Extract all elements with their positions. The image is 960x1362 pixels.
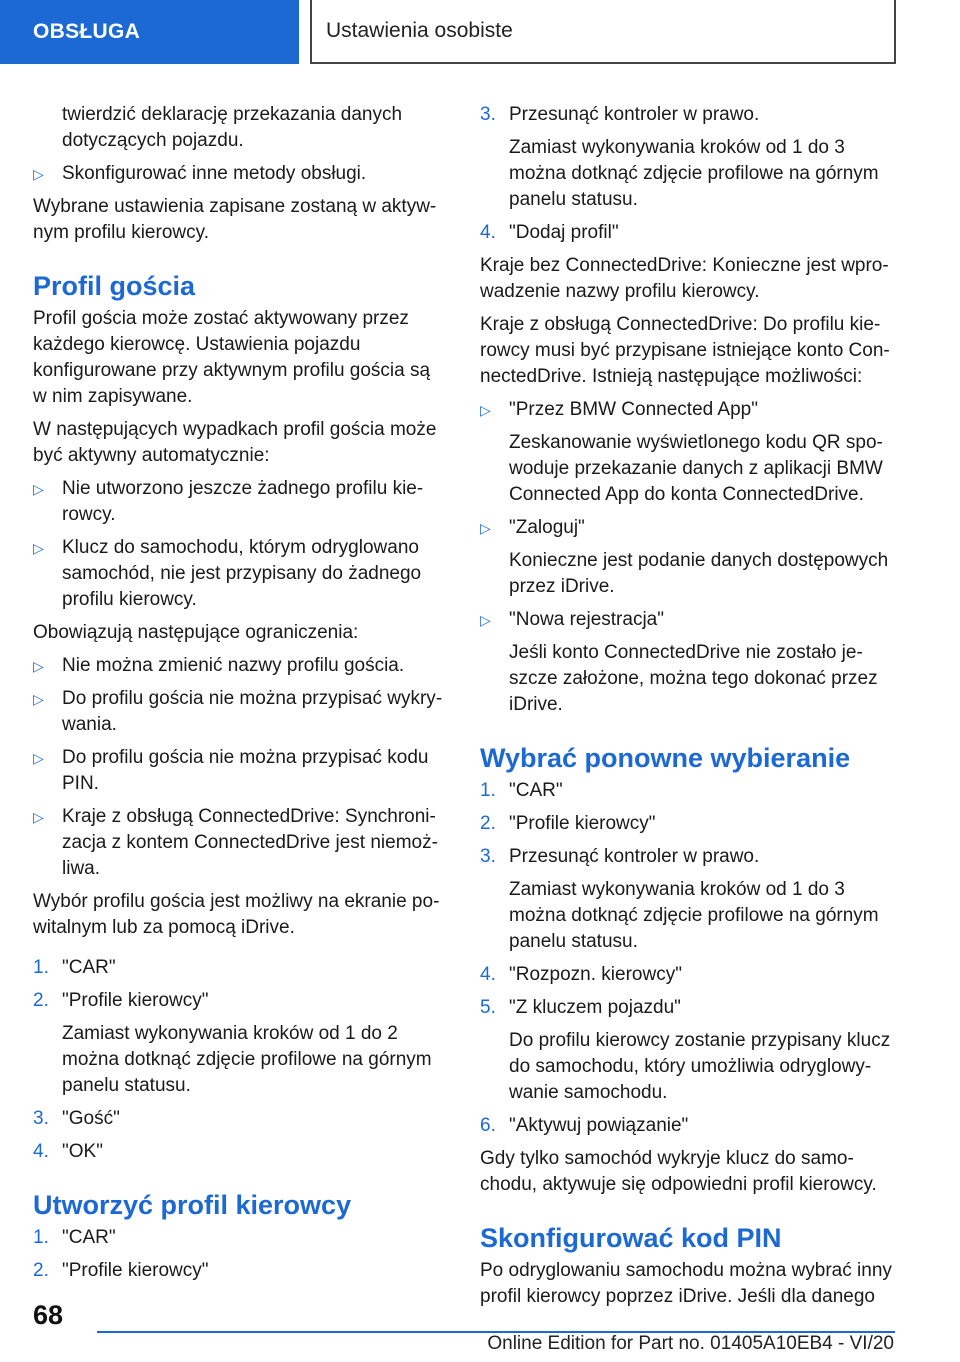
step-note: Zamiast wykonywania kroków od 1 do 2 można dotknąć zdjęcie profilowe na górnym panelu statusu. xyxy=(62,1023,432,1096)
bullet-item: ▷ Skonfigurować inne metody obsługi. xyxy=(33,161,446,187)
paragraph: Wybrane ustawienia zapisane zostaną w aktywnym profilu kierowcy. xyxy=(33,196,437,243)
step-number: 1. xyxy=(33,1227,49,1248)
page-number: 68 xyxy=(33,1300,64,1330)
step-note: Zamiast wykonywania kroków od 1 do 3 można dotknąć zdjęcie profilowe na górnym panelu statusu. xyxy=(509,879,879,952)
triangle-bullet-icon: ▷ xyxy=(33,540,44,556)
section-tab xyxy=(0,0,299,64)
bullet-item: ▷ Nie utworzono jeszcze żadnego profilu kierowcy. xyxy=(33,478,424,525)
bullet-item: ▷ Do profilu gościa nie można przypisać kodu PIN. xyxy=(33,747,429,794)
step-number: 3. xyxy=(480,846,496,867)
step-item: 2. "Profile kierowcy" xyxy=(480,811,895,837)
heading-guest-profile: Profil gościa xyxy=(33,271,196,301)
paragraph: Kraje bez ConnectedDrive: Konieczne jest wprowadzenie nazwy profilu kierowcy. xyxy=(480,255,889,302)
option-note: Konieczne jest podanie danych dostępowych przez iDrive. xyxy=(509,550,889,597)
heading-create-profile: Utworzyć profil kierowcy xyxy=(33,1190,352,1220)
step-number: 4. xyxy=(480,964,496,985)
step-number: 2. xyxy=(33,990,49,1011)
bullet-item: ▷ "Zaloguj" Konieczne jest podanie danych dostępowych przez iDrive. xyxy=(480,515,895,600)
step-number: 1. xyxy=(480,780,496,801)
step-item: 5. "Z kluczem pojazdu" Do profilu kierowcy zostanie przypisany klucz do samochodu, który umożliwia odryglowywanie samochodu. xyxy=(480,995,895,1106)
step-item: 3. Przesunąć kontroler w prawo. Zamiast wykonywania kroków od 1 do 3 można dotknąć zdjęcie profilowe na górnym panelu statusu. xyxy=(480,844,895,955)
triangle-bullet-icon: ▷ xyxy=(33,691,44,707)
step-item: 1. "CAR" xyxy=(33,1225,446,1251)
bullet-item: ▷ Nie można zmienić nazwy profilu gościa. xyxy=(33,653,446,679)
triangle-bullet-icon: ▷ xyxy=(33,481,44,497)
step-item: 3. "Gość" xyxy=(33,1106,446,1132)
step-number: 4. xyxy=(33,1141,49,1162)
step-item: 1. "CAR" xyxy=(33,955,446,981)
step-note: Do profilu kierowcy zostanie przypisany klucz do samochodu, który umożliwia odryglowywanie samochodu. xyxy=(509,1030,891,1103)
paragraph: Obowiązują następujące ograniczenia: xyxy=(33,622,359,643)
step-item: 2. "Profile kierowcy" Zamiast wykonywania kroków od 1 do 2 można dotknąć zdjęcie profilowe na górnym panelu statusu. xyxy=(33,988,446,1099)
paragraph: Po odryglowaniu samochodu można wybrać inny profil kierowcy poprzez iDrive. Jeśli dla danego xyxy=(480,1260,892,1307)
heading-configure-pin: Skonfigurować kod PIN xyxy=(480,1223,782,1253)
heading-select-redial: Wybrać ponowne wybieranie xyxy=(480,743,851,773)
step-number: 5. xyxy=(480,997,496,1018)
step-number: 4. xyxy=(480,222,496,243)
footer-edition: Online Edition for Part no. 01405A10EB4 - VI/20 xyxy=(487,1333,894,1354)
step-number: 3. xyxy=(480,104,496,125)
left-column xyxy=(33,102,446,1291)
continued-text: twierdzić deklarację przekazania danych dotyczących pojazdu. xyxy=(62,104,403,151)
paragraph: Gdy tylko samochód wykryje klucz do samochodu, aktywuje się odpowiedni profil kierowcy. xyxy=(480,1148,877,1195)
step-item: 4. "OK" xyxy=(33,1139,446,1165)
step-item: 4. "Dodaj profil" xyxy=(480,220,895,246)
step-note: Zamiast wykonywania kroków od 1 do 3 można dotknąć zdjęcie profilowe na górnym panelu statusu. xyxy=(509,137,879,210)
step-item: 4. "Rozpozn. kierowcy" xyxy=(480,962,895,988)
step-item: 6. "Aktywuj powiązanie" xyxy=(480,1113,895,1139)
triangle-bullet-icon: ▷ xyxy=(33,166,44,182)
step-number: 1. xyxy=(33,957,49,978)
option-note: Jeśli konto ConnectedDrive nie zostało jeszcze założone, można tego dokonać przez iDrive. xyxy=(509,642,878,715)
step-item: 3. Przesunąć kontroler w prawo. Zamiast wykonywania kroków od 1 do 3 można dotknąć zdjęcie profilowe na górnym panelu statusu. xyxy=(480,102,895,213)
paragraph: W następujących wypadkach profil gościa może być aktywny automatycznie: xyxy=(33,419,437,466)
step-number: 2. xyxy=(480,813,496,834)
triangle-bullet-icon: ▷ xyxy=(33,750,44,766)
bullet-item: ▷ Do profilu gościa nie można przypisać wykrywania. xyxy=(33,688,443,735)
chapter-title: Ustawienia osobiste xyxy=(326,19,513,42)
triangle-bullet-icon: ▷ xyxy=(33,809,44,825)
step-number: 6. xyxy=(480,1115,496,1136)
bullet-item: ▷ Klucz do samochodu, którym odryglowano samochód, nie jest przypisany do żadnego profilu kierowcy. xyxy=(33,537,422,610)
option-note: Zeskanowanie wyświetlonego kodu QR spowoduje przekazanie danych z aplikacji BMW Connected App do konta ConnectedDrive. xyxy=(509,432,883,505)
step-item: 1. "CAR" xyxy=(480,778,895,804)
triangle-bullet-icon: ▷ xyxy=(480,402,491,418)
bullet-item: ▷ "Przez BMW Connected App" Zeskanowanie wyświetlonego kodu QR spowoduje przekazanie danych z aplikacji BMW Connected App do konta ConnectedDrive. xyxy=(480,397,895,508)
paragraph: Kraje z obsługą ConnectedDrive: Do profilu kierowcy musi być przypisane istniejące konto ConnectedDrive. Istnieją następujące możliwości: xyxy=(480,314,890,387)
right-column xyxy=(480,102,895,1317)
step-item: 2. "Profile kierowcy" xyxy=(33,1258,446,1284)
paragraph: Profil gościa może zostać aktywowany przez każdego kierowcę. Ustawienia pojazdu konfigurowane przy aktywnym profilu gościa są w nim zapisywane. xyxy=(33,308,431,407)
step-number: 2. xyxy=(33,1260,49,1281)
step-number: 3. xyxy=(33,1108,49,1129)
bullet-item: ▷ Kraje z obsługą ConnectedDrive: Synchronizacja z kontem ConnectedDrive jest niemożliwa. xyxy=(33,806,438,879)
paragraph: Wybór profilu gościa jest możliwy na ekranie powitalnym lub za pomocą iDrive. xyxy=(33,891,440,938)
bullet-item: ▷ "Nowa rejestracja" Jeśli konto ConnectedDrive nie zostało jeszcze założone, można tego dokonać przez iDrive. xyxy=(480,607,895,718)
section-title: OBSŁUGA xyxy=(33,20,141,43)
triangle-bullet-icon: ▷ xyxy=(33,658,44,674)
triangle-bullet-icon: ▷ xyxy=(480,520,491,536)
chapter-header xyxy=(310,0,896,64)
triangle-bullet-icon: ▷ xyxy=(480,612,491,628)
